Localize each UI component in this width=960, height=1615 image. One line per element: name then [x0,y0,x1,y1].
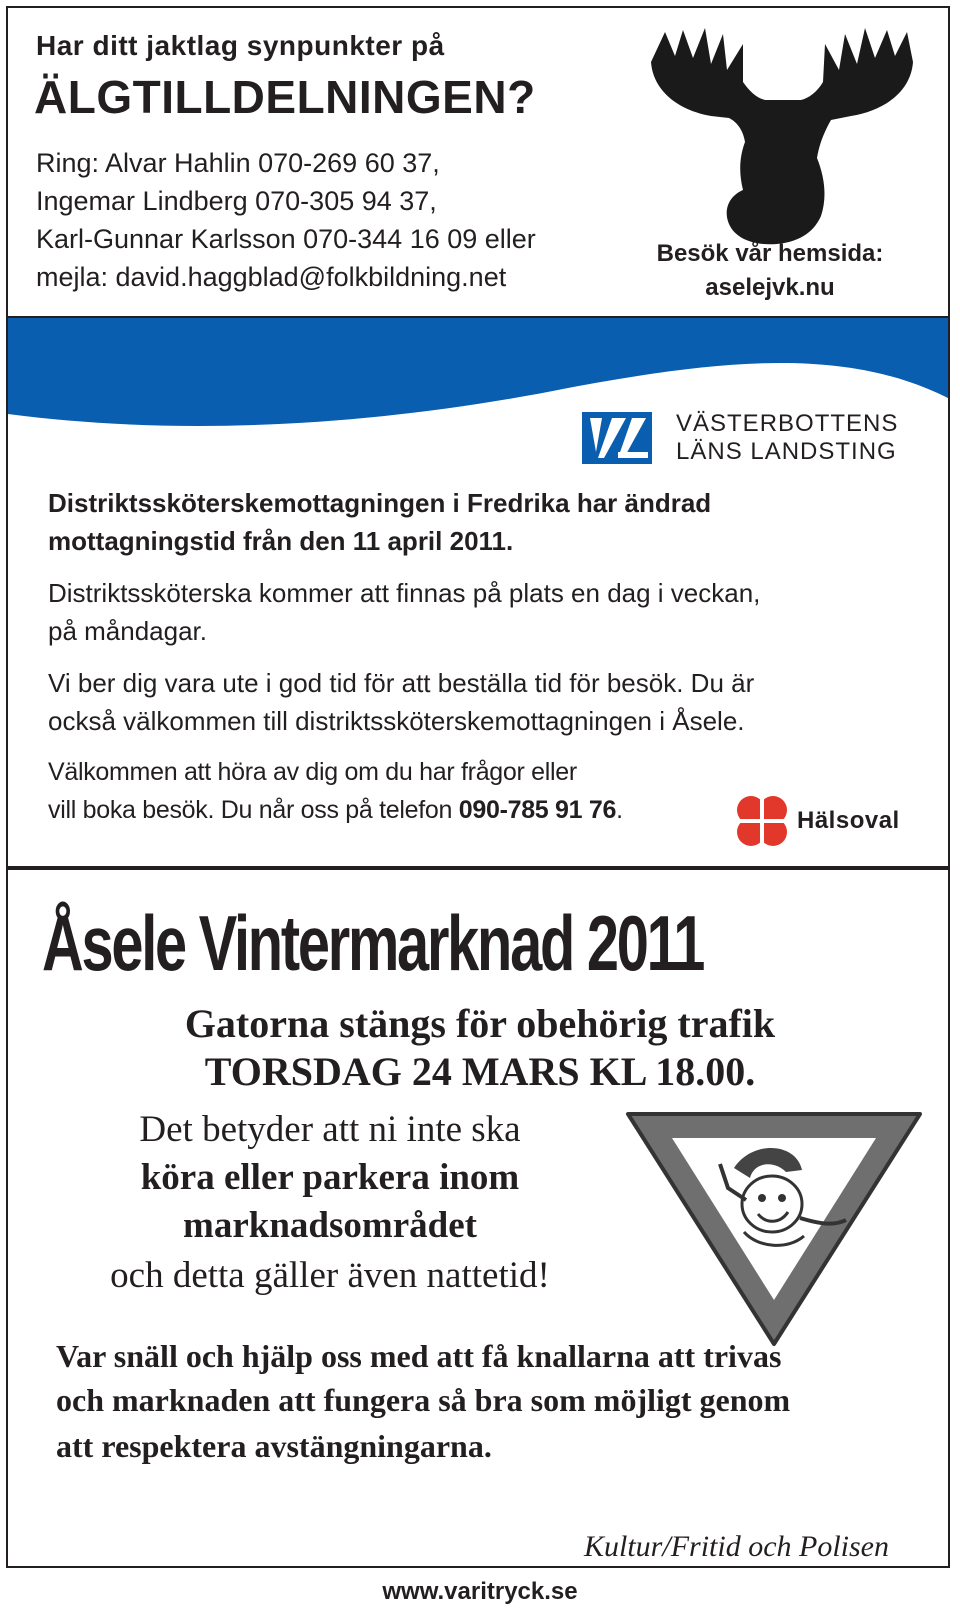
vll-logo-icon [582,412,652,464]
contact-line: Ingemar Lindberg 070-305 94 37, [36,186,437,216]
ad2-paragraph: på måndagar. [48,616,208,646]
ad2-headline: Distriktssköterskemottagningen i Fredrika har ändrad [48,488,712,518]
ad3-signature: Kultur/Fritid och Polisen [584,1530,889,1563]
ad2-paragraph: också välkommen till distriktssköterskemottagningen i Åsele. [48,706,745,736]
yield-sign-icon [624,1108,924,1353]
ad3-subtitle: Gatorna stängs för obehörig trafik [184,1001,776,1046]
ad3-subtitle: TORSDAG 24 MARS KL 18.00. [204,1049,756,1094]
printer-url-link[interactable]: www.varitryck.se [382,1578,578,1605]
ad3-notice: Det betyder att ni inte ska [139,1109,521,1150]
landsting-name-line2: LÄNS LANDSTING [676,438,897,465]
ad3-notice: marknadsområdet [183,1205,477,1246]
landsting-name-line1: VÄSTERBOTTENS [676,410,899,437]
contact-text: vill boka besök. Du når oss på telefon [48,796,459,824]
contact-line: Ring: Alvar Hahlin 070-269 60 37, [36,148,440,178]
period: . [616,796,623,824]
ad2-paragraph: Välkommen att höra av dig om du har frågor eller [48,758,577,786]
visit-label: Besök vår hemsida: [656,240,884,267]
phone-number[interactable]: 090-785 91 76 [458,796,617,824]
ad3-notice: och detta gäller även nattetid! [110,1255,550,1296]
ad3-title: Åsele Vintermarknad 2011 [42,899,704,987]
moose-head-icon [625,18,945,248]
ad3-appeal: och marknaden att fungera så bra som möjligt genom [56,1382,791,1418]
ad2-headline: mottagningstid från den 11 april 2011. [48,526,514,556]
visit-site-link[interactable]: aselejvk.nu [705,274,835,301]
ad1-title: ÄLGTILLDELNINGEN? [34,71,536,123]
ad2-paragraph: Distriktssköterska kommer att finnas på plats en dag i veckan, [48,578,761,608]
contact-line: Karl-Gunnar Karlsson 070-344 16 09 eller [36,224,536,254]
ad3-appeal: Var snäll och hjälp oss med att få knallarna att trivas [56,1338,782,1374]
halsoval-clover-icon [734,793,790,849]
contact-email: mejla: david.haggblad@folkbildning.net [36,262,507,292]
ad3-appeal: att respektera avstängningarna. [56,1428,492,1464]
ad2-contact-line [48,796,623,825]
halsoval-label: Hälsoval [797,807,900,834]
ad1-heading: Har ditt jaktlag synpunkter på [36,30,445,61]
ad2-paragraph: Vi ber dig vara ute i god tid för att beställa tid för besök. Du är [48,668,755,698]
ad3-notice: köra eller parkera inom [140,1157,520,1198]
